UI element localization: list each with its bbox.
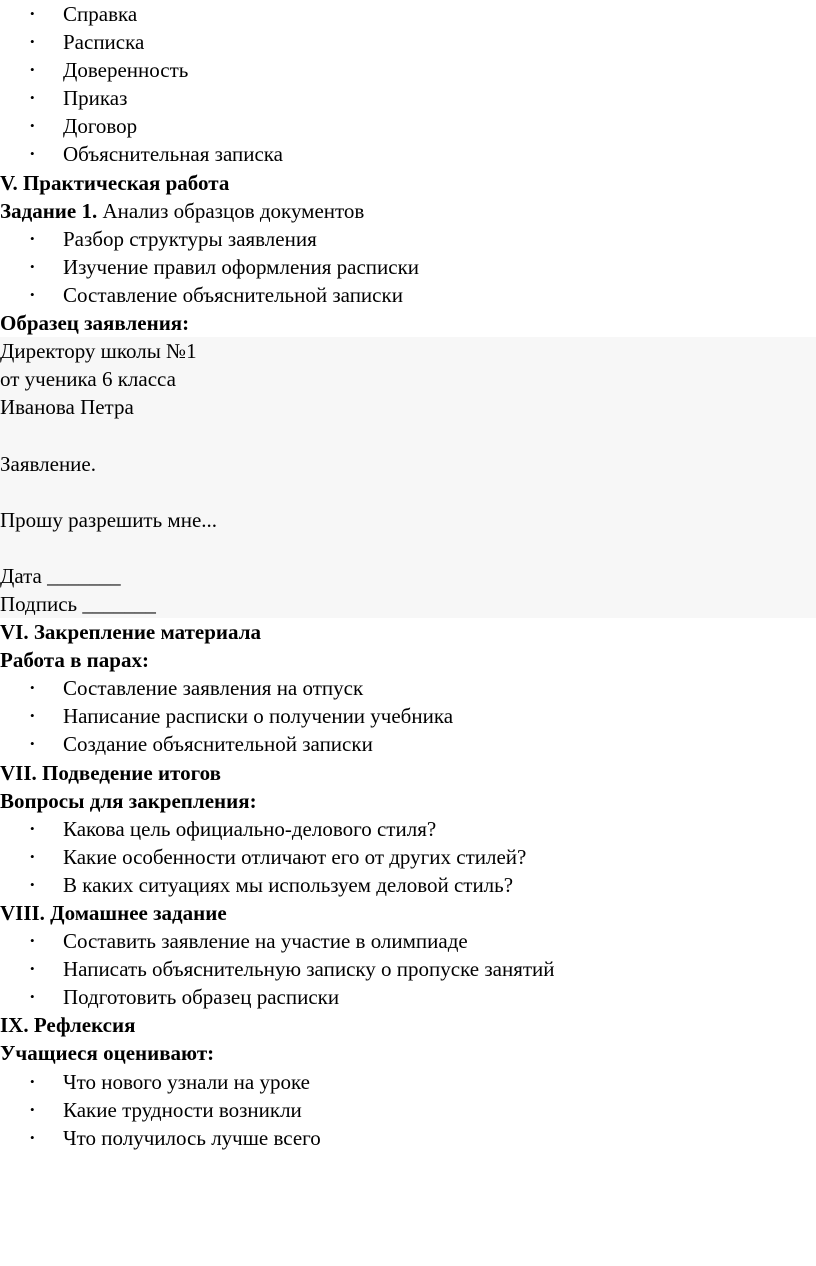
questions-list (0, 815, 816, 899)
bullet-icon: • (30, 146, 35, 162)
bullet-icon: • (30, 90, 35, 106)
section-subheading: Вопросы для закрепления: (0, 788, 257, 813)
bullet-icon: • (30, 680, 35, 696)
list-item: • Составить заявление на участие в олимпиаде (0, 927, 816, 955)
list-item: • Создание объяснительной записки (0, 730, 816, 758)
bullet-icon: • (30, 6, 35, 21)
bullet-icon: • (30, 62, 35, 78)
section-subheading: Работа в парах: (0, 648, 149, 673)
bullet-icon: • (30, 736, 35, 752)
task-items-list (0, 225, 816, 309)
list-item: • Расписка (0, 28, 816, 56)
bullet-icon: • (30, 876, 35, 892)
sample-name: Иванова Петра (0, 395, 134, 420)
bullet-icon: • (30, 34, 35, 50)
bullet-icon: • (30, 118, 35, 134)
blank-line (0, 534, 816, 562)
list-item: • Разбор структуры заявления (0, 225, 816, 253)
list-item: • Какие особенности отличают его от других стилей? (0, 843, 816, 871)
sample-from: от ученика 6 класса (0, 367, 176, 392)
task-label: Задание 1. (0, 198, 98, 223)
blank-line (0, 421, 816, 449)
list-item: • Составление заявления на отпуск (0, 674, 816, 702)
sample-application-block (0, 337, 816, 618)
list-item: • Составление объяснительной записки (0, 281, 816, 309)
sample-title: Заявление. (0, 451, 96, 476)
list-item: • Что получилось лучше всего (0, 1124, 816, 1152)
section-heading-practical-work: V. Практическая работа (0, 170, 230, 195)
sample-addressee: Директору школы №1 (0, 339, 197, 364)
task-text: Анализ образцов документов (97, 198, 365, 223)
blank-line (0, 478, 816, 506)
task-line (0, 197, 816, 225)
bullet-icon: • (30, 820, 35, 836)
section-heading-summary: VII. Подведение итогов (0, 760, 221, 785)
bullet-icon: • (30, 1073, 35, 1089)
bullet-icon: • (30, 258, 35, 274)
bullet-icon: • (30, 989, 35, 1005)
pair-work-list (0, 674, 816, 758)
list-item: • Написание расписки о получении учебника (0, 702, 816, 730)
list-item: • Какие трудности возникли (0, 1096, 816, 1124)
bullet-icon: • (30, 933, 35, 949)
bullet-icon: • (30, 230, 35, 246)
list-item: • Изучение правил оформления расписки (0, 253, 816, 281)
bullet-icon: • (30, 1101, 35, 1117)
bullet-icon: • (30, 961, 35, 977)
section-heading-homework: VIII. Домашнее задание (0, 901, 227, 925)
list-item: • В каких ситуациях мы используем деловой стиль? (0, 871, 816, 899)
list-item: • Справка (0, 0, 816, 28)
document-types-list (0, 0, 816, 169)
list-item: • Что нового узнали на уроке (0, 1068, 816, 1096)
section-heading-consolidation: VI. Закрепление материала (0, 620, 261, 645)
section-heading-reflection: IX. Рефлексия (0, 1013, 136, 1038)
list-item: • Договор (0, 112, 816, 140)
homework-list (0, 927, 816, 1011)
bullet-icon: • (30, 286, 35, 302)
list-item: • Какова цель официально-делового стиля? (0, 815, 816, 843)
section-subheading: Учащиеся оценивают: (0, 1041, 215, 1066)
bullet-icon: • (30, 1129, 35, 1145)
list-item: • Объяснительная записка (0, 140, 816, 168)
list-item: • Доверенность (0, 56, 816, 84)
sample-heading: Образец заявления: (0, 311, 190, 336)
list-item: • Приказ (0, 84, 816, 112)
bullet-icon: • (30, 708, 35, 724)
sample-signature: Подпись _______ (0, 591, 156, 616)
reflection-list (0, 1068, 816, 1152)
bullet-icon: • (30, 848, 35, 864)
list-item: • Написать объяснительную записку о пропуске занятий (0, 955, 816, 983)
sample-body: Прошу разрешить мне... (0, 507, 218, 532)
list-item: • Подготовить образец расписки (0, 983, 816, 1011)
sample-date: Дата _______ (0, 563, 121, 588)
